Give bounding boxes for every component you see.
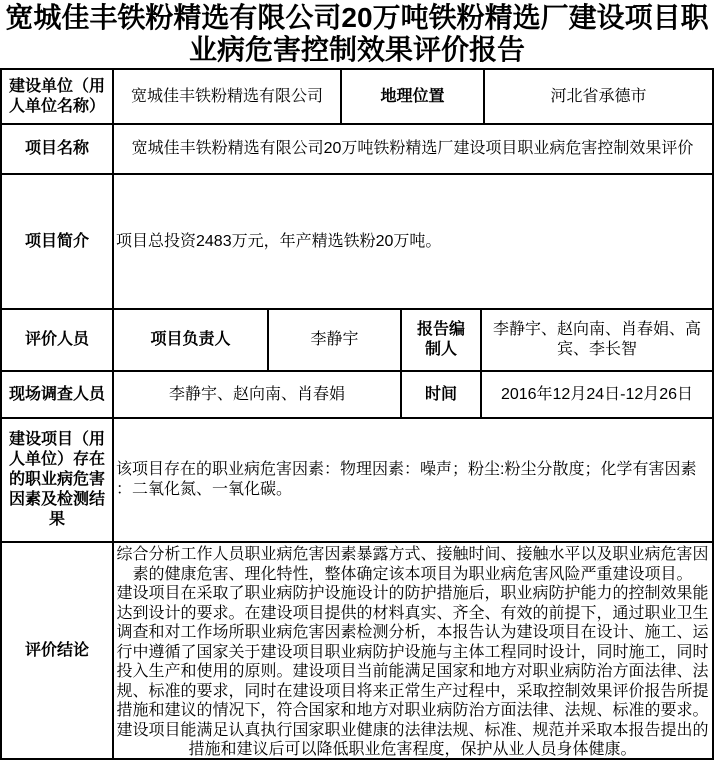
table-row-conclusion xyxy=(2,543,712,758)
time-value: 2016年12月24日-12月26日 xyxy=(500,385,694,403)
site-survey-value: 李静宇、赵向南、肖春娟 xyxy=(114,372,402,417)
table-row-construction-unit xyxy=(2,70,712,125)
project-leader-value: 李静宇 xyxy=(269,310,402,370)
conclusion-paragraph-1: 综合分析工作人员职业病危害因素暴露方式、接触时间、接触水平以及职业病危害因素的健康危害、理化特性，整体确定该本项目为职业病危害风险严重建设项目。 xyxy=(116,546,709,583)
conclusion-label: 评价结论 xyxy=(2,543,114,758)
site-survey-label: 现场调查人员 xyxy=(2,372,114,417)
project-intro-label: 项目简介 xyxy=(2,175,114,308)
location-value: 河北省承德市 xyxy=(550,87,647,105)
project-intro-value: 项目总投资2483万元，年产精选铁粉20万吨。 xyxy=(116,232,442,250)
project-name-label: 项目名称 xyxy=(2,125,114,173)
hazard-factors-label: 建设项目（用人单位）存在的职业病危害因素及检测结果 xyxy=(2,419,114,541)
table-row-site-survey xyxy=(2,372,712,419)
construction-unit-label: 建设单位（用人单位名称） xyxy=(2,70,114,123)
project-name-value: 宽城佳丰铁粉精选有限公司20万吨铁粉精选厂建设项目职业病危害控制效果评价 xyxy=(131,140,694,157)
table-row-evaluators xyxy=(2,310,712,372)
location-label: 地理位置 xyxy=(342,70,485,123)
construction-unit-value: 宽城佳丰铁粉精选有限公司 xyxy=(114,70,342,123)
table-row-project-intro xyxy=(2,175,712,310)
conclusion-paragraph-2: 建设项目在采取了职业病防护设施设计的防护措施后，职业病防护能力的控制效果能达到设计的要求。在建设项目提供的材料真实、齐全、有效的前提下，通过职业卫生调查和对工作场所职业病危害因素检测分析，本报告认为建设项目在设计、施工、运行中遵循了国家关于建设项目职业病防护设施与主体工程同时设计，同时施工，同时投入生产和使用的原则。建设项目当前能满足国家和地方对职业病防治方面法律、法规、标准的要求，同时在建设项目将来正常生产过程中，采取控制效果评价报告所提措施和建议的情况下，符合国家和地方对职业病防治方面法律、法规、标准的要求。建设项目能满足认真执行国家职业健康的法律法规、标准、规范并采取本报告提出的措施和建议后可以降低职业危害程度，保护从业人员身体健康。 xyxy=(116,585,709,758)
report-table xyxy=(0,68,714,760)
table-row-project-name xyxy=(2,125,712,175)
evaluators-label: 评价人员 xyxy=(2,310,114,370)
hazard-factors-value: 该项目存在的职业病危害因素：物理因素：噪声；粉尘:粉尘分散度；化学有害因素：二氧化氮、一氧化碳。 xyxy=(116,461,697,498)
report-writers-label: 报告编制人 xyxy=(402,310,482,370)
time-label: 时间 xyxy=(402,372,482,417)
table-row-hazard-factors xyxy=(2,419,712,543)
report-writers-value: 李静宇、赵向南、肖春娟、高宾、李长智 xyxy=(492,321,701,358)
project-leader-label: 项目负责人 xyxy=(114,310,269,370)
conclusion-value xyxy=(114,543,712,758)
report-title: 宽城佳丰铁粉精选有限公司20万吨铁粉精选厂建设项目职业病危害控制效果评价报告 xyxy=(5,2,709,65)
